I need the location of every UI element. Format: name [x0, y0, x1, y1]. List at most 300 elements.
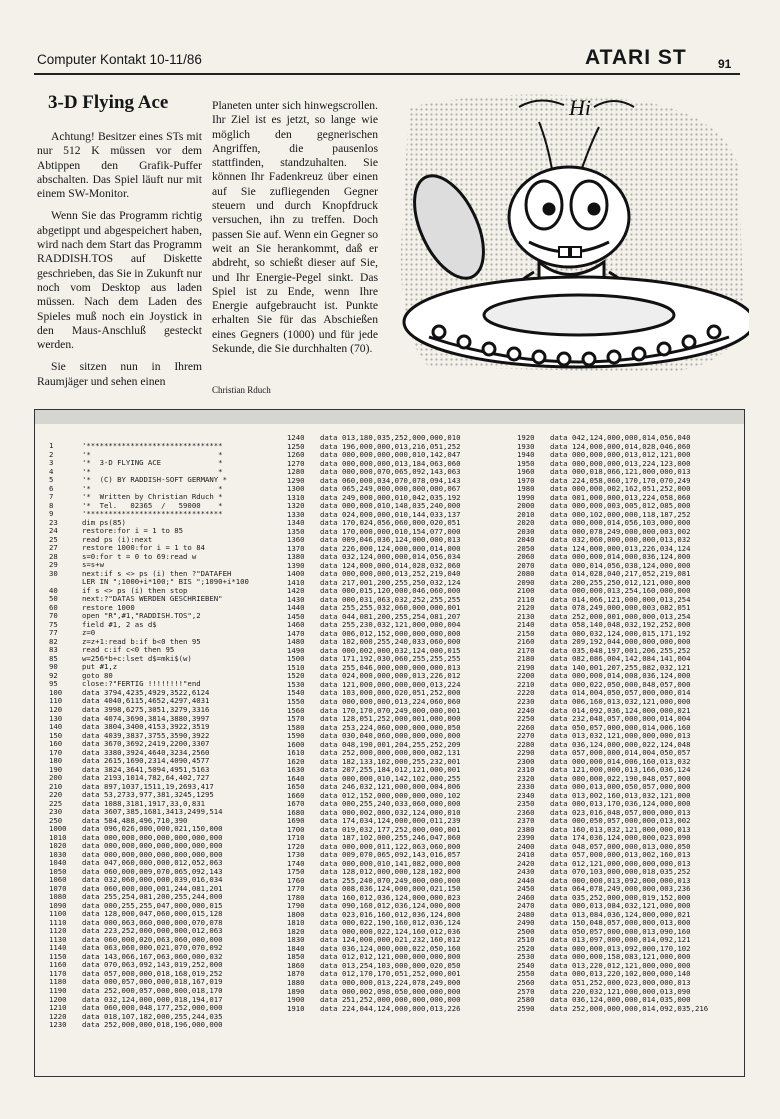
line-number: 1250: [287, 441, 305, 451]
line-code: data 000,000,014,006,160,013,032: [550, 756, 691, 766]
article-column-1: [37, 130, 202, 397]
line-code: data 220,032,121,000,000,013,090: [550, 986, 691, 996]
line-code: data 000,000,013,092,000,000,013: [550, 875, 691, 885]
line-number: 1960: [517, 467, 535, 477]
line-number: 2440: [517, 875, 535, 885]
line-code: data 121,000,000,013,166,036,124: [550, 765, 691, 775]
line-number: 1200: [49, 994, 67, 1004]
line-number: 1340: [287, 518, 305, 528]
line-code: data 160,013,032,121,000,000,013: [550, 824, 691, 834]
line-number: 1550: [287, 696, 305, 706]
line-number: 1820: [287, 926, 305, 936]
line-code: data 000,000,000,013,012,121,000: [550, 450, 691, 460]
line-code: data 000,022,050,000,048,057,000: [550, 679, 691, 689]
line-number: 1380: [287, 552, 305, 562]
line-number: 1980: [517, 484, 535, 494]
line-number: 2540: [517, 960, 535, 970]
line-code: data 3804,3400,4153,3922,3519: [82, 722, 210, 732]
line-code: data 000,050,057,000,000,013,002: [550, 816, 691, 826]
line-number: 2530: [517, 952, 535, 962]
line-number: 1190: [49, 986, 67, 995]
line-code: data 252,000,000,000,014,092,035,216: [550, 1003, 709, 1013]
line-code: data 014,066,121,000,000,013,254: [550, 594, 691, 604]
line-code: next:?"DATAS WERDEN GESCHRIEBEN": [82, 594, 223, 604]
line-code: data 064,078,249,000,000,003,236: [550, 884, 691, 894]
line-number: 1740: [287, 858, 305, 868]
line-number: 1430: [287, 594, 305, 604]
line-code: data 128,012,000,000,128,102,000: [320, 867, 461, 877]
line-number: 2210: [517, 679, 535, 689]
line-code: data 013,097,000,000,014,092,121: [550, 935, 691, 945]
line-number: 2030: [517, 526, 535, 536]
line-number: 1010: [49, 832, 67, 842]
line-code: data 014,028,040,217,052,219,081: [550, 569, 691, 579]
line-code: data 3998,6275,3051,3279,3316: [82, 704, 210, 714]
line-number: 1220: [49, 1011, 67, 1021]
line-number: 1370: [287, 543, 305, 553]
line-code: data 057,000,000,014,004,050,057: [550, 748, 691, 758]
line-code: data 000,255,240,033,060,000,000: [320, 799, 461, 809]
line-number: 25: [49, 534, 58, 544]
line-code: data 3607,385,1681,3413,2499,514: [82, 807, 223, 817]
line-code: data 048,190,001,204,255,252,209: [320, 739, 461, 749]
line-number: 1240: [287, 433, 305, 442]
line-code: data 4040,6115,4652,4297,4031: [82, 696, 210, 706]
line-code: data 207,255,184,012,121,000,001: [320, 765, 461, 775]
line-code: data 4039,3837,3755,3590,3922: [82, 730, 210, 740]
line-number: 2480: [517, 909, 535, 919]
line-code: data 897,1037,1511,19,2693,417: [82, 781, 214, 791]
line-number: 1990: [517, 492, 535, 502]
line-code: data 013,220,012,121,000,000,000: [550, 960, 691, 970]
line-code: data 584,488,496,710,390: [82, 815, 188, 825]
line-number: 23: [49, 517, 58, 527]
line-code: data 000,002,098,050,000,000,000: [320, 986, 461, 996]
listing-line: [49, 595, 249, 604]
paragraph: Sie sitzen nun in Ihrem Raumjäger und sehen einen: [37, 360, 202, 388]
line-number: 1320: [287, 501, 305, 511]
line-code: restore 1000:for i = 1 to 84: [82, 543, 206, 553]
line-number: 2190: [517, 662, 535, 672]
line-number: 92: [49, 670, 58, 680]
line-code: data 048,057,000,000,013,000,050: [550, 841, 691, 851]
line-code: s=s+w: [82, 560, 104, 570]
line-code: data 070,063,092,143,019,252,000: [82, 960, 223, 970]
line-code: data 000,014,056,038,124,000,000: [550, 560, 691, 570]
line-number: 1180: [49, 977, 67, 987]
line-code: restore:for i = 1 to 85: [82, 526, 184, 536]
line-code: data 060,000,000,001,244,081,201: [82, 883, 223, 893]
line-code: data 000,000,013,224,078,249,000: [320, 978, 461, 987]
line-number: 1920: [517, 433, 535, 442]
line-number: 24: [49, 526, 58, 536]
line-number: 110: [49, 696, 63, 706]
line-number: 2500: [517, 926, 535, 936]
line-number: 1620: [287, 756, 305, 766]
line-code: data 000,000,014,056,103,000,000: [550, 518, 691, 528]
line-number: 2060: [517, 552, 535, 562]
line-code: data 253,224,060,000,000,000,050: [320, 722, 461, 732]
line-number: 170: [49, 747, 63, 757]
line-number: 140: [49, 722, 63, 732]
line-code: data 124,000,000,014,028,046,060: [550, 441, 691, 451]
line-code: data 174,034,124,000,000,011,239: [320, 816, 461, 826]
line-number: 2330: [517, 782, 535, 792]
line-number: 220: [49, 790, 63, 800]
line-number: 1540: [287, 688, 305, 698]
line-code: data 014,092,036,124,000,000,021: [550, 705, 691, 715]
line-number: 1120: [49, 926, 67, 936]
line-number: 225: [49, 798, 63, 808]
line-code: data 3794,4235,4929,3522,6124: [82, 687, 210, 697]
line-number: 1680: [287, 807, 305, 817]
line-number: 1800: [287, 909, 305, 919]
line-code: data 224,058,060,170,170,070,249: [550, 475, 691, 485]
line-code: data 000,018,066,121,000,000,013: [550, 467, 691, 477]
line-code: data 044,081,200,255,254,081,207: [320, 611, 461, 621]
line-number: 1140: [49, 943, 67, 953]
line-number: 1: [49, 441, 54, 450]
line-code: data 023,016,160,012,036,124,000: [320, 909, 461, 919]
line-number: 1890: [287, 986, 305, 996]
line-code: data 143,066,167,063,060,000,032: [82, 951, 223, 961]
line-code: data 103,000,000,020,051,252,000: [320, 688, 461, 698]
line-number: 60: [49, 602, 58, 612]
line-code: data 53,2733,977,381,3245,1295: [82, 790, 214, 800]
listing-column-2: [287, 434, 461, 1013]
line-code: '*******************************: [82, 441, 223, 450]
line-number: 4: [49, 466, 54, 476]
line-number: 90: [49, 662, 58, 672]
line-code: data 036,124,000,000,022,124,048: [550, 739, 691, 749]
magazine-issue: Computer Kontakt 10-11/86: [37, 52, 202, 67]
line-number: 2140: [517, 620, 535, 630]
listing-line: [49, 553, 249, 562]
line-number: 100: [49, 687, 63, 697]
line-number: 2070: [517, 560, 535, 570]
line-code: data 019,032,177,252,000,000,001: [320, 824, 461, 834]
line-number: 2300: [517, 756, 535, 766]
line-number: 2150: [517, 628, 535, 638]
line-code: data 000,031,063,032,252,255,255: [320, 594, 461, 604]
line-code: data 096,026,000,000,021,150,000: [82, 824, 223, 834]
line-number: 1000: [49, 824, 67, 834]
line-number: 3: [49, 458, 54, 468]
line-number: 190: [49, 764, 63, 774]
line-number: 2250: [517, 714, 535, 724]
line-code: data 065,249,000,000,000,000,067: [320, 484, 461, 494]
line-code: read c:if c<0 then 95: [82, 645, 175, 655]
line-number: 1350: [287, 526, 305, 536]
line-code: data 000,000,000,013,224,123,000: [550, 458, 691, 468]
line-code: data 000,000,022,124,160,012,036: [320, 926, 461, 936]
line-number: 210: [49, 781, 63, 791]
line-code: data 012,170,170,051,252,000,001: [320, 969, 461, 979]
line-code: s=0:for t = 0 to 69:read w: [82, 551, 197, 561]
line-number: 1570: [287, 714, 305, 724]
paragraph: Wenn Sie das Programm richtig abgetippt und abgespeichert haben, wird nach dem Start das Programm RADDISH.TOS auf Diskette geschrieben, das Sie in Zukunft nur noch vom Desktop aus laden müssen. Nach dem Laden des Spieles muß noch ein Joystick in den Maus-Anschluß gesteckt werden.: [37, 209, 202, 352]
line-number: 1470: [287, 628, 305, 638]
line-code: data 196,000,000,013,216,051,252: [320, 441, 461, 451]
line-code: data 013,254,103,000,000,020,050: [320, 960, 461, 970]
line-code: data 2193,1014,782,64,402,727: [82, 773, 210, 783]
line-code: data 209,192,044,000,000,000,000: [550, 637, 691, 647]
line-code: data 060,000,034,070,078,094,143: [320, 475, 461, 485]
line-code: field #1, 2 as d$: [82, 619, 157, 629]
line-code: data 252,000,057,000,000,018,170: [82, 986, 223, 995]
line-code: data 057,000,000,018,168,019,252: [82, 968, 223, 978]
line-code: data 008,036,124,000,000,021,150: [320, 884, 461, 894]
line-code: data 013,084,036,124,000,000,021: [550, 909, 691, 919]
line-number: 1420: [287, 586, 305, 596]
listing-line: [49, 510, 249, 519]
line-code: data 032,060,000,000,039,016,034: [82, 875, 223, 885]
line-number: 2: [49, 449, 54, 459]
line-number: 1360: [287, 535, 305, 545]
line-code: put #1,z: [82, 662, 118, 672]
line-number: 200: [49, 773, 63, 783]
line-code: data 124,000,000,014,028,032,060: [320, 560, 461, 570]
line-code: '* *: [82, 483, 223, 493]
line-code: data 000,000,002,162,051,252,000: [550, 484, 691, 494]
article-column-2: [212, 99, 378, 356]
line-number: 2510: [517, 935, 535, 945]
line-code: data 000,000,010,142,102,000,255: [320, 773, 461, 783]
line-number: 75: [49, 619, 58, 629]
line-code: data 000,013,000,050,057,000,000: [550, 782, 691, 792]
line-code: data 000,000,000,000,010,142,047: [320, 450, 461, 460]
line-code: data 006,012,152,000,000,000,000: [320, 628, 461, 638]
line-code: data 032,124,000,000,014,056,034: [320, 552, 461, 562]
line-number: 1910: [287, 1003, 305, 1013]
line-code: data 000,013,084,032,121,000,000: [550, 901, 691, 911]
line-code: data 023,016,048,057,000,000,013: [550, 807, 691, 817]
line-number: 1510: [287, 662, 305, 672]
line-code: data 013,002,160,013,032,121,000: [550, 790, 691, 800]
listing-line: [49, 655, 249, 664]
line-number: 1460: [287, 620, 305, 630]
line-number: 83: [49, 645, 58, 655]
line-code: '* *: [82, 449, 223, 459]
line-code: data 170,170,070,249,000,000,001: [320, 705, 461, 715]
line-number: 1520: [287, 671, 305, 681]
line-number: 2010: [517, 509, 535, 519]
line-code: LER IN ";1000+i*100;" BIS ";1090+i*100: [82, 577, 249, 587]
line-number: 8: [49, 500, 54, 510]
line-number: 1600: [287, 739, 305, 749]
line-number: 1590: [287, 731, 305, 741]
line-code: next:if s <> ps (i) then ?"DATAFEH: [82, 568, 232, 578]
line-number: 2450: [517, 884, 535, 894]
line-code: data 012,012,121,000,000,000,000: [320, 952, 461, 962]
line-code: data 058,140,048,032,192,252,000: [550, 620, 691, 630]
line-number: 230: [49, 807, 63, 817]
line-code: data 000,022,190,160,012,036,124: [320, 918, 461, 928]
line-code: data 000,032,124,000,015,171,192: [550, 628, 691, 638]
line-number: 1700: [287, 824, 305, 834]
line-number: 1790: [287, 901, 305, 911]
line-code: data 050,057,000,000,013,090,160: [550, 926, 691, 936]
line-number: 1850: [287, 952, 305, 962]
line-code: data 2615,1690,2314,4090,4577: [82, 756, 210, 766]
line-number: 2490: [517, 918, 535, 928]
line-number: 130: [49, 713, 63, 723]
line-code: data 024,000,000,000,013,226,012: [320, 671, 461, 681]
line-number: 1670: [287, 799, 305, 809]
line-code: data 223,252,000,000,000,012,063: [82, 926, 223, 936]
line-number: 1100: [49, 909, 67, 919]
line-number: 50: [49, 594, 58, 604]
line-code: data 013,032,121,000,000,000,013: [550, 731, 691, 741]
paragraph: Planeten unter sich hinwegscrollen. Ihr Ziel ist es jetzt, so lange wie möglich den gegnerischen Angriffen, die pausenlos stattfinden, standzuhalten. Sie können Ihr Fadenkreuz über einen auf Sie zufliegenden Gegner steuern und durch Knopfdruck versuchen, ihn zu treffen. Doch passen Sie auf. Wenn ein Gegner so weit an Sie herankommt, daß er abdreht, so schießt dieser auf Sie, und Ihr Energie-Pegel sinkt. Das Spiel ist zu Ende, wenn Ihre Energie aufgebraucht ist. Punkte erhalten Sie für das Abschießen eines Gegners (1000) und für jede Sekunde, die Sie durchhalten (70).: [212, 99, 378, 356]
line-code: data 000,000,000,013,252,219,040: [320, 569, 461, 579]
line-code: data 171,192,030,060,255,255,255: [320, 654, 461, 664]
listing-header-bar: [35, 410, 744, 424]
line-code: data 255,240,070,249,000,000,000: [320, 875, 461, 885]
line-code: data 000,000,158,083,121,000,000: [550, 952, 691, 962]
line-code: data 012,121,000,000,000,000,013: [550, 858, 691, 868]
line-number: 7: [49, 492, 54, 502]
line-code: data 128,000,047,060,000,015,128: [82, 909, 223, 919]
line-number: 2340: [517, 790, 535, 800]
line-code: data 170,000,000,010,154,077,000: [320, 526, 461, 536]
line-code: data 036,124,000,000,022,050,160: [320, 943, 461, 953]
line-code: data 000,000,010,141,082,000,000: [320, 858, 461, 868]
line-number: 2430: [517, 867, 535, 877]
line-number: 1160: [49, 960, 67, 970]
line-code: data 255,046,000,000,000,000,013: [320, 662, 461, 672]
line-code: data 217,001,200,255,250,032,124: [320, 577, 461, 587]
line-number: 2390: [517, 833, 535, 843]
line-number: 5: [49, 475, 54, 485]
line-code: data 018,107,182,000,255,244,035: [82, 1011, 223, 1021]
line-code: data 024,000,000,010,144,033,137: [320, 509, 461, 519]
line-code: data 000,000,000,000,000,000,000: [82, 849, 223, 859]
line-code: data 182,133,102,000,255,232,001: [320, 756, 461, 766]
line-code: z=0: [82, 628, 96, 638]
line-number: 1020: [49, 841, 67, 851]
line-number: 160: [49, 739, 63, 749]
listing-line: [49, 663, 249, 672]
line-number: 1900: [287, 995, 305, 1005]
line-number: 1500: [287, 654, 305, 664]
line-number: 1070: [49, 883, 67, 893]
line-code: data 150,048,057,000,000,013,000: [550, 918, 691, 928]
line-number: 2090: [517, 577, 535, 587]
line-number: 1450: [287, 611, 305, 621]
line-code: data 102,000,255,240,033,060,000: [320, 637, 461, 647]
line-code: data 124,000,000,021,232,160,012: [320, 935, 461, 945]
line-code: data 000,015,120,000,046,060,000: [320, 586, 461, 596]
line-code: data 3824,3641,5094,4951,5163: [82, 764, 210, 774]
line-code: if s <> ps (i) then stop: [82, 585, 188, 595]
line-code: data 000,013,170,036,124,000,000: [550, 799, 691, 809]
line-number: 29: [49, 560, 58, 570]
line-code: z=z+1:read b:if b<0 then 95: [82, 636, 201, 646]
line-code: data 246,032,121,000,000,004,006: [320, 782, 461, 792]
line-number: 1640: [287, 773, 305, 783]
line-number: 2380: [517, 824, 535, 834]
line-number: 120: [49, 704, 63, 714]
listing-line: [49, 1021, 249, 1030]
line-code: data 035,252,000,000,019,152,000: [550, 892, 691, 902]
line-code: '* *: [82, 466, 223, 476]
line-number: 1950: [517, 458, 535, 468]
line-number: 2020: [517, 518, 535, 528]
line-number: 2280: [517, 739, 535, 749]
line-code: '* (C) BY RADDISH-SOFT GERMANY *: [82, 475, 227, 485]
line-code: data 000,000,000,000,000,000,000: [82, 841, 223, 851]
line-code: dim ps(85): [82, 517, 126, 527]
line-code: data 4074,3690,3814,3880,3997: [82, 713, 210, 723]
line-number: 2170: [517, 645, 535, 655]
line-code: '* 3-D FLYING ACE *: [82, 458, 223, 468]
line-number: 2310: [517, 765, 535, 775]
line-number: 30: [49, 568, 58, 578]
line-number: 2290: [517, 748, 535, 758]
line-number: 1930: [517, 441, 535, 451]
line-number: 2320: [517, 773, 535, 783]
line-number: 1840: [287, 943, 305, 953]
line-code: data 009,070,065,092,143,016,057: [320, 850, 461, 860]
line-code: data 252,000,000,018,196,000,000: [82, 1020, 223, 1030]
author-byline: Christian Rduch: [212, 385, 271, 395]
line-number: 85: [49, 653, 58, 663]
line-code: data 174,036,124,000,000,023,090: [550, 833, 691, 843]
line-code: data 035,048,197,001,206,255,252: [550, 645, 691, 655]
line-code: data 060,000,020,063,060,000,000: [82, 934, 223, 944]
line-number: 9: [49, 509, 54, 519]
line-code: data 057,000,000,013,002,160,013: [550, 850, 691, 860]
line-code: data 251,252,000,000,000,000,000: [320, 995, 461, 1005]
line-number: 1210: [49, 1003, 67, 1013]
line-number: 2460: [517, 892, 535, 902]
line-number: 1660: [287, 790, 305, 800]
page-number: 91: [718, 57, 732, 71]
line-code: '*******************************: [82, 509, 223, 519]
article-title: 3-D Flying Ace: [48, 92, 169, 113]
line-number: 1090: [49, 900, 67, 910]
line-number: 1780: [287, 892, 305, 902]
line-number: 1280: [287, 467, 305, 477]
balloon-text: Hi: [569, 95, 591, 120]
line-number: 1710: [287, 833, 305, 843]
line-code: data 121,000,000,000,000,013,224: [320, 679, 461, 689]
line-number: 1060: [49, 875, 67, 885]
line-code: data 252,000,000,000,000,082,131: [320, 748, 461, 758]
line-code: data 009,046,036,124,000,000,013: [320, 535, 461, 545]
line-number: 2270: [517, 731, 535, 741]
line-code: data 060,000,048,177,252,000,000: [82, 1003, 223, 1013]
line-number: 1770: [287, 884, 305, 894]
line-code: data 000,057,000,000,018,167,019: [82, 977, 223, 987]
line-code: data 012,152,000,000,000,000,102: [320, 790, 461, 800]
line-number: 2370: [517, 816, 535, 826]
line-code: data 200,255,250,012,121,000,000: [550, 577, 691, 587]
line-code: data 000,078,249,000,000,003,002: [550, 526, 691, 536]
line-number: 2550: [517, 969, 535, 979]
line-number: 1560: [287, 705, 305, 715]
line-number: 95: [49, 679, 58, 689]
line-number: 2130: [517, 611, 535, 621]
line-code: close:?"FERTIG !!!!!!!!"end: [82, 679, 201, 689]
line-code: data 160,012,036,124,000,000,023: [320, 892, 461, 902]
line-code: data 249,000,000,010,042,035,192: [320, 492, 461, 502]
line-number: 1410: [287, 577, 305, 587]
line-code: data 078,249,000,000,003,082,051: [550, 603, 691, 613]
line-number: 70: [49, 611, 58, 621]
line-code: data 000,000,013,092,000,170,102: [550, 943, 691, 953]
